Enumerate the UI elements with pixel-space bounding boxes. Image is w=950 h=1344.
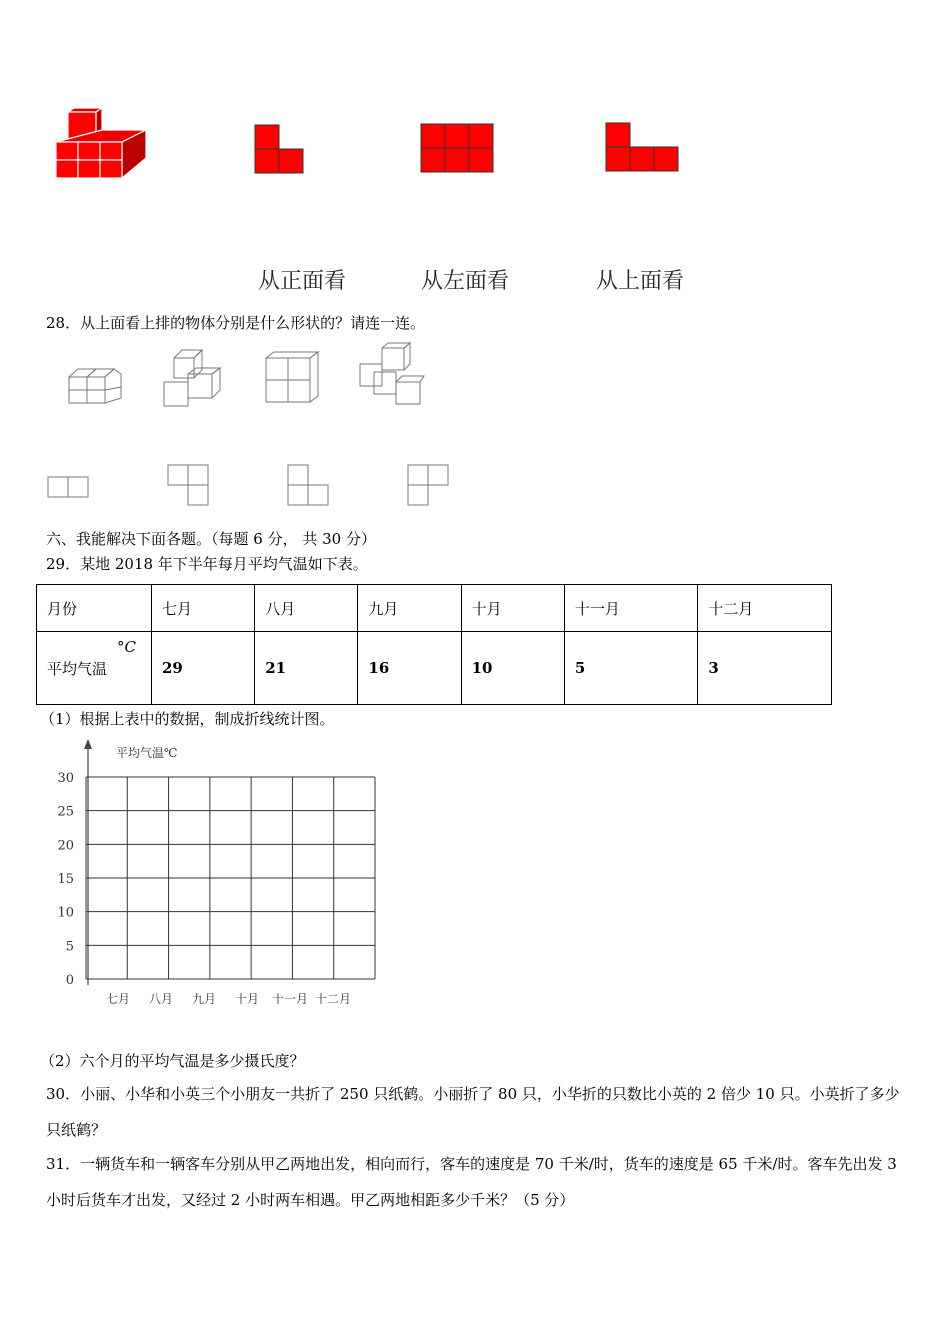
shape-d-figure [407,464,451,508]
table-cell-value: 10 [461,632,564,705]
y-tick-label: 0 [65,973,74,988]
y-axis-title: 平均气温℃ [116,746,178,760]
line-chart-grid [40,735,390,1015]
y-tick-label: 30 [57,771,74,786]
view-label-front: 从正面看 [258,269,347,294]
table-cell-value: 21 [255,632,358,705]
shape-b-figure [167,464,211,508]
table-header-label: 月份 [37,585,152,632]
question-31: 31．一辆货车和一辆客车分别从甲乙两地出发，相向而行，客车的速度是 70 千米/时，货车的速度是 65 千米/时。客车先出发 3 小时后货车才出发，又经过 2 小时两车相遇。甲乙两地相距多少千米？（5 分） [46,1155,897,1209]
question-29-part-2: （2）六个月的平均气温是多少摄氏度？ [40,1052,305,1070]
question-28: 28．从上面看上排的物体分别是什么形状的？请连一连。 [46,314,426,332]
table-cell-value: 16 [358,632,461,705]
y-tick-label: 25 [57,804,74,820]
x-tick-label: 十一月 [271,992,309,1006]
table-cell-month: 十一月 [564,585,698,632]
x-tick-label: 十月 [234,992,260,1006]
x-tick-label: 七月 [105,992,131,1006]
table-cell-month: 十二月 [698,585,832,632]
shape-c-figure [287,464,331,508]
cube-solid-figure [50,108,152,184]
question-30: 30．小丽、小华和小英三个小朋友一共折了 250 只纸鹤。小丽折了 80 只，小华折的只数比小英的 2 倍少 10 只。小英折了多少只纸鹤？ [46,1085,900,1139]
y-axis-arrow [84,739,92,749]
table-cell-value: 3 [698,632,832,705]
table-row-label [37,632,152,705]
shape-a-figure [47,476,91,500]
y-tick-label: 5 [65,939,74,955]
y-tick-label: 20 [57,838,74,854]
object-2-figure [160,346,226,408]
front-view-figure [254,124,304,174]
table-cell-value: 5 [564,632,698,705]
object-3-figure [262,350,322,406]
object-1-figure [66,360,124,406]
left-view-figure [420,123,494,173]
object-4-figure [356,342,426,408]
table-header-row [37,585,832,632]
y-tick-label: 10 [57,905,74,921]
table-cell-month: 八月 [255,585,358,632]
y-tick-label: 15 [57,872,74,887]
question-29: 29．某地 2018 年下半年每月平均气温如下表。 [46,555,368,573]
question-29-part-1: （1）根据上表中的数据，制成折线统计图。 [40,710,335,728]
table-cell-month: 七月 [152,585,255,632]
top-view-figure [605,122,679,172]
view-label-top: 从上面看 [596,269,685,294]
x-tick-label: 八月 [148,992,174,1006]
table-cell-month: 九月 [358,585,461,632]
table-cell-value: 29 [152,632,255,705]
table-value-row [37,632,832,705]
row-label-text: 平均气温 [47,659,108,678]
x-tick-label: 九月 [191,992,217,1006]
unit-label: °C [117,638,136,656]
section-6-heading: 六、我能解决下面各题。（每题 6 分， 共 30 分） [46,530,376,548]
view-label-left: 从左面看 [421,269,510,294]
table-cell-month: 十月 [461,585,564,632]
x-tick-label: 十二月 [314,992,352,1006]
temperature-table [36,584,832,705]
